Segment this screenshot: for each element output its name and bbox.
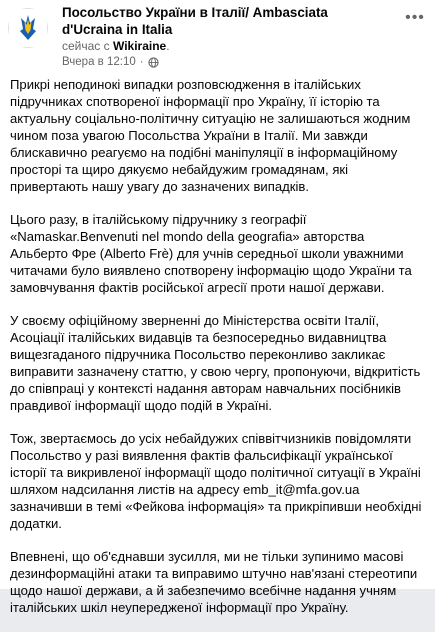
post-body bbox=[10, 76, 425, 632]
meta-separator: · bbox=[139, 56, 144, 68]
post-paragraph: Прикрі неподинокі випадки розповсюдження в італійських підручниках спотвореної інформації про Україну, її історію та актуальну соціально-політичну ситуацію не залишаються жодним чином поза увагою Посольства України в Італії. Ми завжди блискавично реагуємо на подібні маніпуляції в інформаційному просторі та щиро дякуємо небайдужим громадянам, які привертають нашу увагу до зазначених випадків. bbox=[10, 77, 411, 194]
post-title-block bbox=[62, 4, 392, 70]
page-avatar[interactable] bbox=[8, 8, 48, 48]
post-meta bbox=[62, 55, 392, 70]
shared-via-line bbox=[62, 38, 392, 54]
page-name-link[interactable]: Посольство України в Італії/ Ambasciata d'Ucraina in Italia bbox=[62, 5, 328, 37]
shared-with-link[interactable]: Wikiraine bbox=[112, 39, 167, 53]
post-paragraph: Цього разу, в італійському підручнику з географії «Namaskar.Benvenuti nel mondo della geografia» авторства Альберто Фре (Alberto Frè) для учнів середньої школи уважними читачами було виявлено спотворену інформацію щодо України та замовчування фактів російської агресії проти нашої держави. bbox=[10, 212, 412, 295]
post-paragraph: Впевнені, що об'єднавши зусилля, ми не тільки зупинимо масові дезинформаційні атаки та виправимо штучно нав'язані стереотипи щодо нашої держави, а й забезпечимо всебічне надання учням італійських шкіл неупередженої інформації про Україну. bbox=[10, 549, 418, 615]
more-options-icon[interactable]: ••• bbox=[405, 9, 425, 26]
post-paragraph: Тож, звертаємось до усіх небайдужих співвітчизників повідомляти Посольство у разі виявлення фактів фальсифікації української історії та викривленої інформації щодо політичної ситуації в Україні шляхом надсилання листів на адресу emb_it@mfa.gov.ua зазначивши в темі «Фейкова інформація» та прикріпивши необхідні додатки. bbox=[10, 431, 422, 531]
ukraine-coat-of-arms-icon bbox=[9, 9, 47, 47]
post-timestamp[interactable]: Вчера в 12:10 bbox=[62, 56, 136, 68]
globe-icon[interactable] bbox=[148, 57, 159, 68]
post-paragraph: У своєму офіційному зверненні до Міністерства освіти Італії, Асоціації італійських видавців та безпосередньо видавництва вищезгаданого підручника Посольство переконливо закликає виправити зазначену статтю, у свою чергу, пропонуючи, відкритість до співпраці у контексті надання авторам навчальних посібників правдивої інформації щодо подій в Україні. bbox=[10, 313, 421, 413]
shared-prefix: сейчас с bbox=[62, 39, 110, 53]
shared-suffix: . bbox=[166, 39, 170, 53]
post-header bbox=[0, 0, 435, 70]
